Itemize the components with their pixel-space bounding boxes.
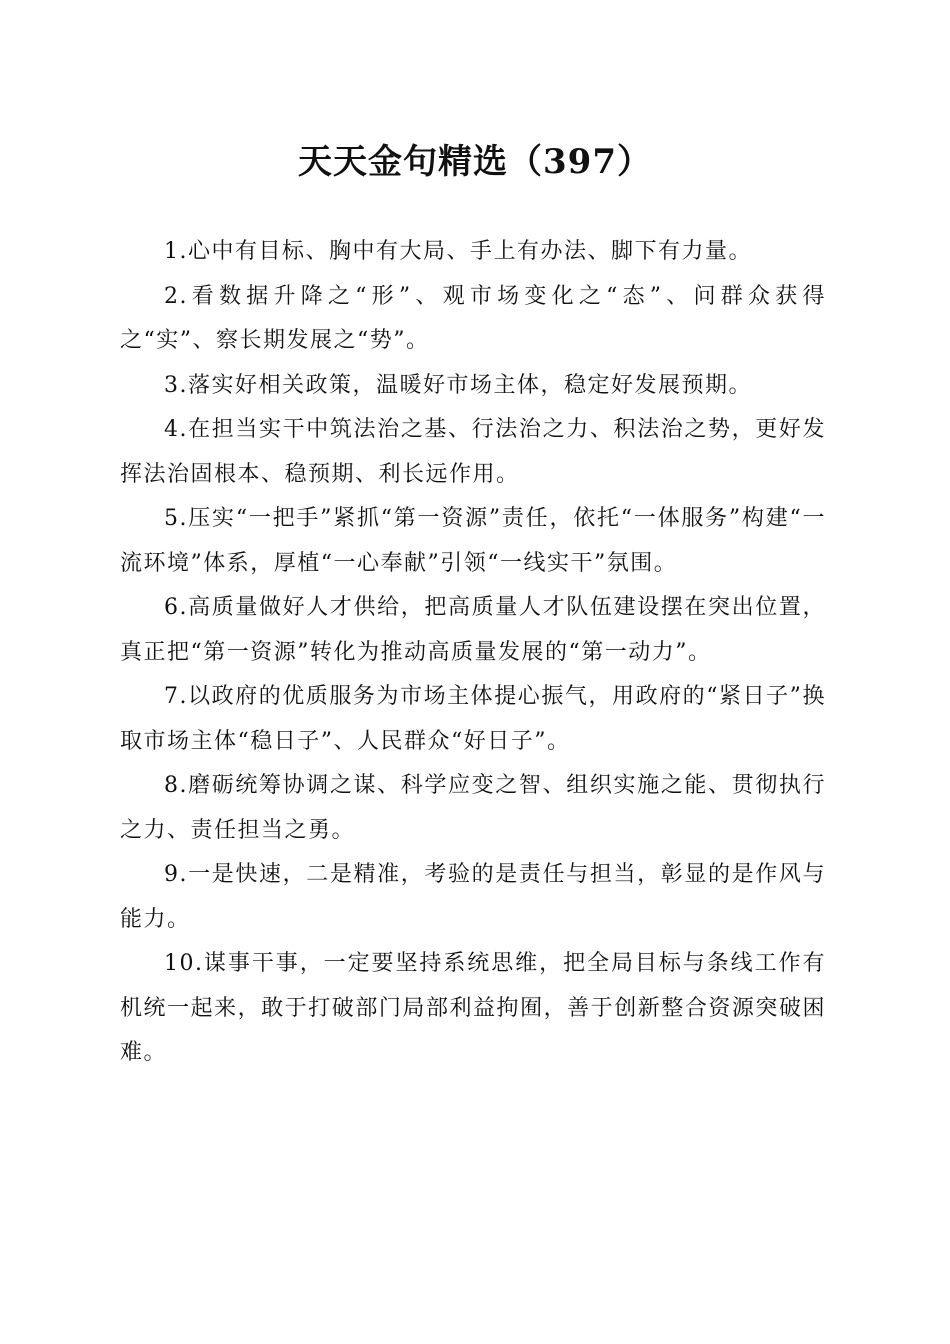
quote-item-2: 2.看数据升降之“形”、观市场变化之“态”、问群众获得之“实”、察长期发展之“势”。 [120,283,826,353]
page-title: 天天金句精选（397） [298,142,652,182]
quote-item-10: 10.谋事干事，一定要坚持系统思维，把全局目标与条线工作有机统一起来，敢于打破部门局部利益拘囿，善于创新整合资源突破困难。 [120,951,826,1065]
quote-item-7: 7.以政府的优质服务为市场主体提心振气，用政府的“紧日子”换取市场主体“稳日子”、人民群众“好日子”。 [120,684,826,754]
quote-item-8: 8.磨砺统筹协调之谋、科学应变之智、组织实施之能、贯彻执行之力、责任担当之勇。 [120,773,826,843]
quote-item-9: 9.一是快速，二是精准，考验的是责任与担当，彰显的是作风与能力。 [120,862,826,932]
quote-item-3: 3.落实好相关政策，温暖好市场主体，稳定好发展预期。 [164,372,752,398]
quote-item-4: 4.在担当实干中筑法治之基、行法治之力、积法治之势，更好发挥法治固根本、稳预期、利长远作用。 [120,417,826,487]
quote-item-6: 6.高质量做好人才供给，把高质量人才队伍建设摆在突出位置，真正把“第一资源”转化为推动高质量发展的“第一动力”。 [120,595,826,665]
quote-item-5: 5.压实“一把手”紧抓“第一资源”责任，依托“一体服务”构建“一流环境”体系，厚植“一心奉献”引领“一线实干”氛围。 [120,506,826,576]
quote-item-1: 1.心中有目标、胸中有大局、手上有办法、脚下有力量。 [164,239,752,264]
quote-list [120,230,826,1076]
